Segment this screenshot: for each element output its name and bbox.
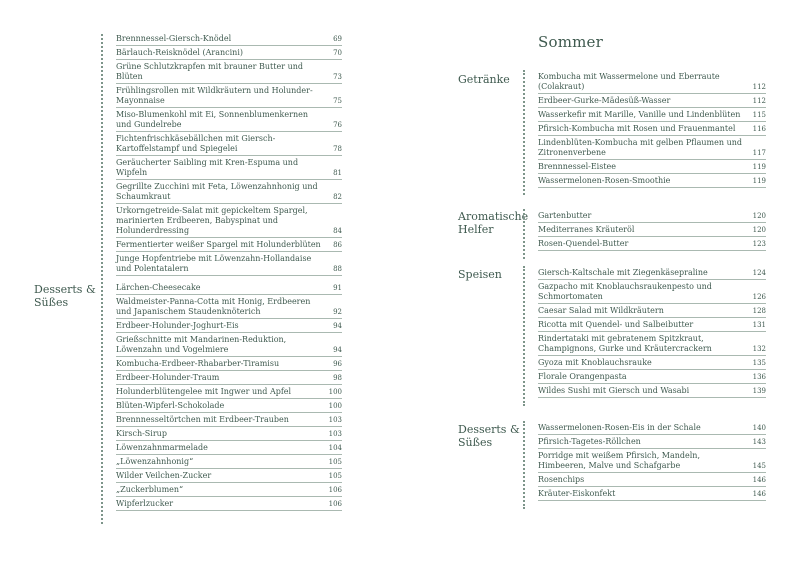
toc-entry[interactable]: [538, 384, 766, 398]
toc-entry-page: 100: [328, 387, 342, 396]
toc-entry-title: Lindenblüten-Kombucha mit gelben Pflaumen und Zitronenverbene: [538, 137, 742, 157]
dotted-divider: [101, 34, 103, 524]
recipe-list-spring-desserts: [116, 281, 342, 511]
toc-entry-page: 124: [752, 268, 766, 277]
toc-entry-title: Kombucha-Erdbeer-Rhabarber-Tiramisu: [116, 358, 280, 368]
toc-entry-page: 69: [333, 34, 342, 43]
toc-entry[interactable]: [538, 332, 766, 356]
toc-entry-page: 96: [333, 359, 342, 368]
toc-entry-title: Rosen-Quendel-Butter: [538, 238, 629, 248]
toc-entry[interactable]: [116, 46, 342, 60]
toc-entry[interactable]: [116, 32, 342, 46]
toc-entry-title: Porridge mit weißem Pfirsich, Mandeln, Himbeeren, Malve und Schafgarbe: [538, 450, 700, 470]
toc-entry-page: 70: [333, 48, 342, 57]
toc-entry-title: Bärlauch-Reisknödel (Arancini): [116, 47, 243, 57]
toc-entry-title: Gartenbutter: [538, 210, 592, 220]
toc-entry-page: 112: [752, 96, 766, 105]
section-label: Speisen: [458, 268, 502, 281]
toc-entry-title: Gazpacho mit Knoblauchsraukenpesto und Schmortomaten: [538, 281, 712, 301]
toc-entry-page: 104: [328, 443, 342, 452]
toc-entry[interactable]: [116, 238, 342, 252]
toc-entry-page: 128: [752, 306, 766, 315]
toc-entry[interactable]: [116, 333, 342, 357]
toc-entry-title: Brennnessel-Giersch-Knödel: [116, 33, 232, 43]
toc-entry[interactable]: [116, 319, 342, 333]
toc-entry[interactable]: [538, 136, 766, 160]
dotted-divider: [523, 209, 525, 259]
toc-entry[interactable]: [116, 252, 342, 276]
toc-entry-title: Waldmeister-Panna-Cotta mit Honig, Erdbeeren und Japanischem Staudenknöterich: [116, 296, 311, 316]
toc-entry[interactable]: [116, 295, 342, 319]
toc-entry[interactable]: [538, 108, 766, 122]
toc-entry-page: 139: [752, 386, 766, 395]
toc-entry-page: 135: [752, 358, 766, 367]
toc-entry-title: Miso-Blumenkohl mit Ei, Sonnenblumenkernen und Gundelrebe: [116, 109, 308, 129]
toc-entry-title: Grießschnitte mit Mandarinen-Reduktion, Löwenzahn und Vogelmiere: [116, 334, 287, 354]
toc-entry-title: Blüten-Wipferl-Schokolade: [116, 400, 225, 410]
toc-entry[interactable]: [538, 223, 766, 237]
toc-entry[interactable]: [538, 356, 766, 370]
recipe-list-summer: [538, 421, 766, 501]
toc-entry-title: Brennnesseltörtchen mit Erdbeer-Trauben: [116, 414, 289, 424]
toc-entry-page: 98: [333, 373, 342, 382]
toc-entry-page: 103: [328, 415, 342, 424]
toc-entry-page: 120: [752, 225, 766, 234]
toc-entry[interactable]: [116, 469, 342, 483]
toc-entry-title: Gegrillte Zucchini mit Feta, Löwenzahnhonig und Schaumkraut: [116, 181, 318, 201]
toc-entry-title: Kräuter-Eiskonfekt: [538, 488, 616, 498]
toc-entry[interactable]: [538, 318, 766, 332]
toc-entry[interactable]: [538, 266, 766, 280]
toc-entry-page: 86: [333, 240, 342, 249]
toc-entry-title: Frühlingsrollen mit Wildkräutern und Holunder-Mayonnaise: [116, 85, 313, 105]
toc-entry[interactable]: [538, 487, 766, 501]
toc-entry[interactable]: [538, 435, 766, 449]
toc-entry-title: Wasserkefir mit Marille, Vanille und Lindenblüten: [538, 109, 741, 119]
toc-entry[interactable]: [116, 132, 342, 156]
recipe-list-summer: [538, 209, 766, 251]
toc-entry-page: 91: [333, 283, 342, 292]
toc-entry[interactable]: [538, 122, 766, 136]
toc-entry-page: 75: [333, 96, 342, 105]
toc-entry-page: 131: [752, 320, 766, 329]
toc-entry-title: Wassermelonen-Rosen-Eis in der Schale: [538, 422, 701, 432]
toc-entry-page: 119: [752, 176, 766, 185]
toc-entry-page: 106: [328, 499, 342, 508]
toc-entry-page: 117: [752, 148, 766, 157]
section-label: Aromatische Helfer: [458, 210, 529, 236]
toc-entry[interactable]: [538, 370, 766, 384]
toc-entry-title: Florale Orangenpasta: [538, 371, 627, 381]
toc-entry-page: 84: [333, 226, 342, 235]
toc-entry[interactable]: [116, 204, 342, 238]
toc-entry[interactable]: [116, 497, 342, 511]
toc-entry-title: Grüne Schlutzkrapfen mit brauner Butter und Blüten: [116, 61, 304, 81]
toc-entry-title: Giersch-Kaltschale mit Ziegenkäsepraline: [538, 267, 708, 277]
toc-entry[interactable]: [116, 84, 342, 108]
toc-entry-page: 88: [333, 264, 342, 273]
toc-entry[interactable]: [116, 455, 342, 469]
recipe-list-summer: [538, 266, 766, 398]
section-label-desserts: Desserts & Süßes: [34, 283, 96, 309]
toc-entry-page: 82: [333, 192, 342, 201]
toc-entry[interactable]: [538, 209, 766, 223]
toc-entry-page: 136: [752, 372, 766, 381]
toc-entry[interactable]: [538, 94, 766, 108]
toc-entry[interactable]: [116, 483, 342, 497]
toc-entry-page: 100: [328, 401, 342, 410]
section-label: Desserts & Süßes: [458, 423, 520, 449]
toc-entry-title: Lärchen-Cheesecake: [116, 282, 201, 292]
toc-entry-title: Brennnessel-Eistee: [538, 161, 617, 171]
toc-entry[interactable]: [538, 174, 766, 188]
toc-entry[interactable]: [538, 449, 766, 473]
recipe-list-summer: [538, 70, 766, 188]
toc-entry[interactable]: [538, 237, 766, 251]
toc-entry-page: 103: [328, 429, 342, 438]
toc-entry-title: Urkorngetreide-Salat mit gepickeltem Spargel, marinierten Erdbeeren, Babyspinat und Holunderdressing: [116, 205, 308, 235]
toc-entry-page: 94: [333, 345, 342, 354]
toc-entry-title: Geräucherter Saibling mit Kren-Espuma und Wipfeln: [116, 157, 299, 177]
toc-entry[interactable]: [116, 371, 342, 385]
toc-entry-title: Wassermelonen-Rosen-Smoothie: [538, 175, 671, 185]
toc-entry-page: 78: [333, 144, 342, 153]
toc-entry[interactable]: [538, 280, 766, 304]
toc-entry-page: 126: [752, 292, 766, 301]
dotted-divider: [523, 70, 525, 195]
toc-entry[interactable]: [116, 60, 342, 84]
toc-entry-title: Pfirsich-Kombucha mit Rosen und Frauenmantel: [538, 123, 736, 133]
toc-entry-title: Wildes Sushi mit Giersch und Wasabi: [538, 385, 690, 395]
toc-entry-page: 106: [328, 485, 342, 494]
toc-entry-title: Fermentierter weißer Spargel mit Holunderblüten: [116, 239, 321, 249]
season-title: Sommer: [538, 33, 604, 51]
toc-entry-page: 81: [333, 168, 342, 177]
toc-entry-page: 115: [752, 110, 766, 119]
toc-entry-title: Mediterranes Kräuteröl: [538, 224, 635, 234]
toc-entry-page: 146: [752, 475, 766, 484]
toc-entry-page: 76: [333, 120, 342, 129]
toc-entry-title: Rosenchips: [538, 474, 585, 484]
toc-entry-title: Caesar Salad mit Wildkräutern: [538, 305, 664, 315]
toc-entry[interactable]: [538, 421, 766, 435]
toc-entry[interactable]: [116, 385, 342, 399]
toc-entry-title: Wipferlzucker: [116, 498, 174, 508]
toc-entry[interactable]: [116, 180, 342, 204]
toc-entry-title: Fichtenfrischkäsebällchen mit Giersch-Kartoffelstampf und Spiegelei: [116, 133, 276, 153]
toc-entry[interactable]: [116, 441, 342, 455]
toc-entry-title: Kirsch-Sirup: [116, 428, 167, 438]
toc-entry-page: 105: [328, 457, 342, 466]
toc-entry[interactable]: [116, 156, 342, 180]
toc-entry-page: 92: [333, 307, 342, 316]
toc-entry-title: Pfirsich-Tagetes-Röllchen: [538, 436, 641, 446]
toc-entry-page: 94: [333, 321, 342, 330]
toc-entry-page: 119: [752, 162, 766, 171]
toc-entry-page: 146: [752, 489, 766, 498]
toc-entry-page: 140: [752, 423, 766, 432]
toc-entry-page: 145: [752, 461, 766, 470]
toc-entry-title: „Zuckerblumen“: [116, 484, 184, 494]
toc-entry-page: 120: [752, 211, 766, 220]
toc-entry[interactable]: [116, 281, 342, 295]
section-label: Getränke: [458, 73, 510, 86]
toc-entry[interactable]: [116, 357, 342, 371]
toc-entry[interactable]: [538, 70, 766, 94]
toc-entry[interactable]: [538, 160, 766, 174]
toc-entry[interactable]: [538, 473, 766, 487]
toc-entry-title: Rindertataki mit gebratenem Spitzkraut, Champignons, Gurke und Kräutercrackern: [538, 333, 712, 353]
toc-entry-title: „Löwenzahnhonig“: [116, 456, 194, 466]
toc-entry-title: Löwenzahnmarmelade: [116, 442, 208, 452]
dotted-divider: [523, 421, 525, 509]
recipe-list-spring-mains: [116, 32, 342, 276]
toc-entry-title: Erdbeer-Gurke-Mädesüß-Wasser: [538, 95, 671, 105]
toc-entry-page: 73: [333, 72, 342, 81]
toc-entry-title: Holunderblütengelee mit Ingwer und Apfel: [116, 386, 292, 396]
toc-entry-title: Gyoza mit Knoblauchsrauke: [538, 357, 652, 367]
toc-entry-title: Ricotta mit Quendel- und Salbeibutter: [538, 319, 694, 329]
toc-entry-title: Wilder Veilchen-Zucker: [116, 470, 212, 480]
toc-entry-title: Kombucha mit Wassermelone und Eberraute (Colakraut): [538, 71, 720, 91]
toc-entry-page: 116: [752, 124, 766, 133]
toc-entry[interactable]: [116, 108, 342, 132]
toc-entry[interactable]: [116, 427, 342, 441]
toc-entry-title: Erdbeer-Holunder-Traum: [116, 372, 220, 382]
toc-entry-title: Erdbeer-Holunder-Joghurt-Eis: [116, 320, 239, 330]
toc-entry[interactable]: [116, 413, 342, 427]
toc-entry-page: 132: [752, 344, 766, 353]
toc-entry-page: 105: [328, 471, 342, 480]
dotted-divider: [523, 266, 525, 406]
toc-entry-page: 143: [752, 437, 766, 446]
toc-entry[interactable]: [538, 304, 766, 318]
toc-entry-title: Junge Hopfentriebe mit Löwenzahn-Hollandaise und Polentatalern: [116, 253, 312, 273]
toc-entry[interactable]: [116, 399, 342, 413]
toc-entry-page: 112: [752, 82, 766, 91]
toc-entry-page: 123: [752, 239, 766, 248]
